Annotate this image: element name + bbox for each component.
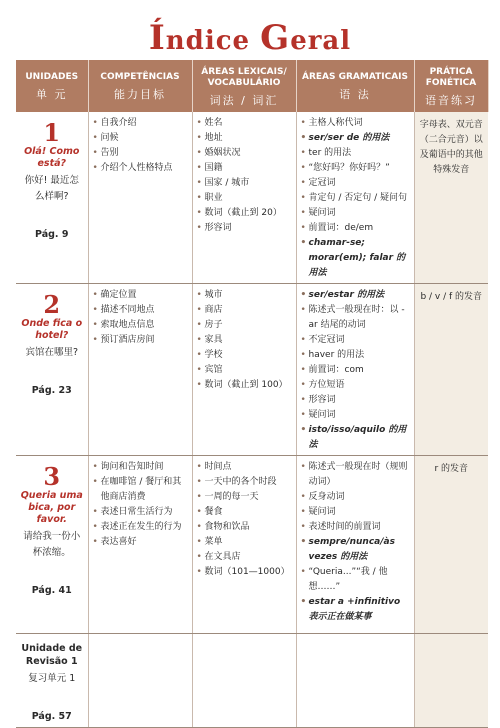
unit-page: Pág. 41 [31,585,72,596]
review-title: Unidade de Revisão 1 [21,643,83,667]
list-item: • 肯定句 / 否定句 / 疑问句 [301,191,410,206]
list-item: • 城市 [197,288,292,303]
list-item: • 时间点 [197,460,292,475]
list-item: • 地址 [197,131,292,146]
unit-page: Pág. 23 [31,385,72,396]
empty-cell [192,634,296,728]
list-item: • ser/estar 的用法 [301,288,410,303]
list-item: • chamar-se; morar(em); falar 的用法 [301,236,410,281]
list-item: • 介绍个人性格特点 [93,161,188,176]
empty-cell [414,634,488,728]
review-title-zh: 复习单元 1 [28,673,76,684]
list-item: • 自我介绍 [93,116,188,131]
list-item: • 陈述式一般现在时：以 -ar 结尾的动词 [301,303,410,333]
review-cell [16,634,88,728]
list-item: • 陈述式一般现在时（规则动词） [301,460,410,490]
list-item: • 表达喜好 [93,535,188,550]
unit-cell [16,112,88,284]
list-item: • 一天中的各个时段 [197,475,292,490]
gramaticais-cell [296,456,414,634]
fonetica-cell: 字母表、双元音（二合元音）以及葡语中的其他特殊发音 [414,112,488,284]
unit-cell [16,456,88,634]
list-item: • 方位短语 [301,378,410,393]
list-item: • 数词（101—1000） [197,565,292,580]
page-title: Índice Geral [148,18,352,58]
list-item: • 表述时间的前置词 [301,520,410,535]
list-item: • ter 的用法 [301,146,410,161]
list-item: • 一周的每一天 [197,490,292,505]
unit-number: 1 [43,118,61,147]
list-item: • 描述不同地点 [93,303,188,318]
list-item: • 职业 [197,191,292,206]
list-item: • 反身动词 [301,490,410,505]
gramaticais-cell [296,112,414,284]
list-item: • 告别 [93,146,188,161]
list-item: • 在咖啡馆 / 餐厅和其他商店消费 [93,475,188,505]
unit-title-pt: Queria uma bica, por favor. [20,490,83,525]
list-item: • 数词（截止到 100） [197,378,292,393]
list-item: • 疑问词 [301,408,410,423]
lexicais-cell [192,456,296,634]
unit-title-pt: Olá! Como está? [24,146,80,169]
unit-title-pt: Onde fica o hotel? [21,318,83,341]
list-item: • 国籍 [197,161,292,176]
list-item: • 数词（截止到 20） [197,206,292,221]
list-item: • 家具 [197,333,292,348]
list-item: • 前置词：de/em [301,221,410,236]
list-item: • 不定冠词 [301,333,410,348]
competencias-cell [88,112,192,284]
list-item: • 定冠词 [301,176,410,191]
list-item: • 预订酒店房间 [93,333,188,348]
list-item: • 表述正在发生的行为 [93,520,188,535]
list-item: • “您好吗？你好吗？” [301,161,410,176]
list-item: • estar a +infinitivo 表示正在做某事 [301,595,410,625]
header-unidades: UNIDADES 单 元 [16,60,88,112]
list-item: • 国家 / 城市 [197,176,292,191]
unit-number: 2 [43,290,61,319]
empty-cell [88,634,192,728]
fonetica-cell: b / v / f 的发音 [414,284,488,456]
empty-cell [296,634,414,728]
fonetica-cell: r 的发音 [414,456,488,634]
lexicais-cell [192,112,296,284]
header-competencias: COMPETÊNCIAS 能力目标 [88,60,192,112]
list-item: • 询问和告知时间 [93,460,188,475]
list-item: • ser/ser de 的用法 [301,131,410,146]
list-item: • 确定位置 [93,288,188,303]
list-item: • 商店 [197,303,292,318]
unit-title-zh: 你好! 最近怎么样啊? [24,175,79,202]
unit-title-zh: 宾馆在哪里? [25,347,79,358]
list-item: • 索取地点信息 [93,318,188,333]
review-row [16,634,488,728]
lexicais-cell [192,284,296,456]
gramaticais-cell [296,284,414,456]
list-item: • 形容词 [197,221,292,236]
list-item: • 婚姻状况 [197,146,292,161]
list-item: • 餐食 [197,505,292,520]
list-item: • 主格人称代词 [301,116,410,131]
list-item: • 在文具店 [197,550,292,565]
header-row [16,60,488,112]
list-item: • 表述日常生活行为 [93,505,188,520]
list-item: • 形容词 [301,393,410,408]
list-item: • 食物和饮品 [197,520,292,535]
header-gramaticais: ÁREAS GRAMATICAIS 语 法 [296,60,414,112]
list-item: • 问候 [93,131,188,146]
competencias-cell [88,456,192,634]
list-item: • “Queria...”“我 / 他想……” [301,565,410,595]
list-item: • 前置词：com [301,363,410,378]
list-item: • 姓名 [197,116,292,131]
list-item: • 菜单 [197,535,292,550]
list-item: • isto/isso/aquilo 的用法 [301,423,410,453]
list-item: • 学校 [197,348,292,363]
unit-row [16,456,488,634]
list-item: • 疑问词 [301,206,410,221]
competencias-cell [88,284,192,456]
list-item: • haver 的用法 [301,348,410,363]
list-item: • 房子 [197,318,292,333]
unit-cell [16,284,88,456]
unit-row [16,112,488,284]
unit-title-zh: 请给我一份小杯浓缩。 [23,531,81,558]
header-lexicais: ÁREAS LEXICAIS/ VOCABULÁRIO 词法 / 词汇 [192,60,296,112]
review-page: Pág. 57 [31,711,72,722]
list-item: • 疑问词 [301,505,410,520]
header-fonetica: PRÁTICA FONÉTICA 语音练习 [414,60,488,112]
list-item: • sempre/nunca/às vezes 的用法 [301,535,410,565]
unit-row [16,284,488,456]
list-item: • 宾馆 [197,363,292,378]
index-table [16,60,489,728]
unit-number: 3 [43,462,61,491]
unit-page: Pág. 9 [35,229,69,240]
